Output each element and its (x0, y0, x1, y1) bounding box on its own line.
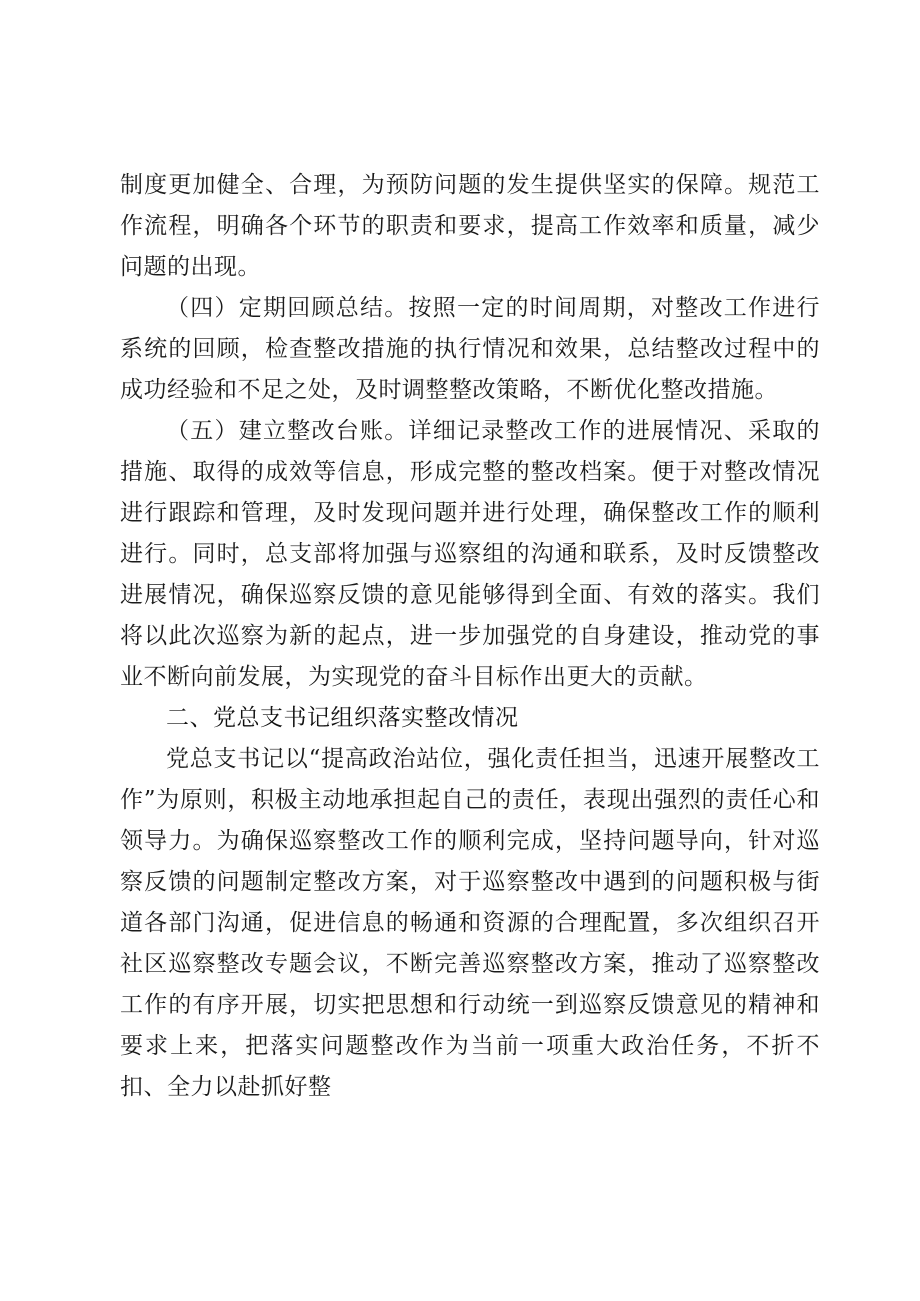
document-body (120, 165, 820, 1108)
section-heading: 二、党总支书记组织落实整改情况 (166, 705, 519, 731)
paragraph-rectification-ledger: （五）建立整改台账。详细记录整改工作的进展情况、采取的措施、取得的成效等信息，形成完整的整改档案。便于对整改情况进行跟踪和管理，及时发现问题并进行处理，确保整改工作的顺利进行。同时，总支部将加强与巡察组的沟通和联系，及时反馈整改进展情况，确保巡察反馈的意见能够得到全面、有效的落实。我们将以此次巡察为新的起点，进一步加强党的自身建设，推动党的事业不断向前发展，为实现党的奋斗目标作出更大的贡献。 (120, 418, 820, 690)
paragraph-continuation: 制度更加健全、合理，为预防问题的发生提供坚实的保障。规范工作流程，明确各个环节的职责和要求，提高工作效率和质量，减少问题的出现。 (120, 172, 820, 280)
paragraph-periodic-review: （四）定期回顾总结。按照一定的时间周期，对整改工作进行系统的回顾，检查整改措施的执行情况和效果，总结整改过程中的成功经验和不足之处，及时调整整改策略，不断优化整改措施。 (120, 295, 820, 403)
paragraph-secretary-rectification: 党总支书记以“提高政治站位，强化责任担当，迅速开展整改工作”为原则，积极主动地承担起自己的责任，表现出强烈的责任心和领导力。为确保巡察整改工作的顺利完成，坚持问题导向，针对巡察反馈的问题制定整改方案，对于巡察整改中遇到的问题积极与街道各部门沟通，促进信息的畅通和资源的合理配置，多次组织召开社区巡察整改专题会议，不断完善巡察整改方案，推动了巡察整改工作的有序开展，切实把思想和行动统一到巡察反馈意见的精神和要求上来，把落实问题整改作为当前一项重大政治任务，不折不扣、全力以赴抓好整 (120, 746, 820, 1100)
